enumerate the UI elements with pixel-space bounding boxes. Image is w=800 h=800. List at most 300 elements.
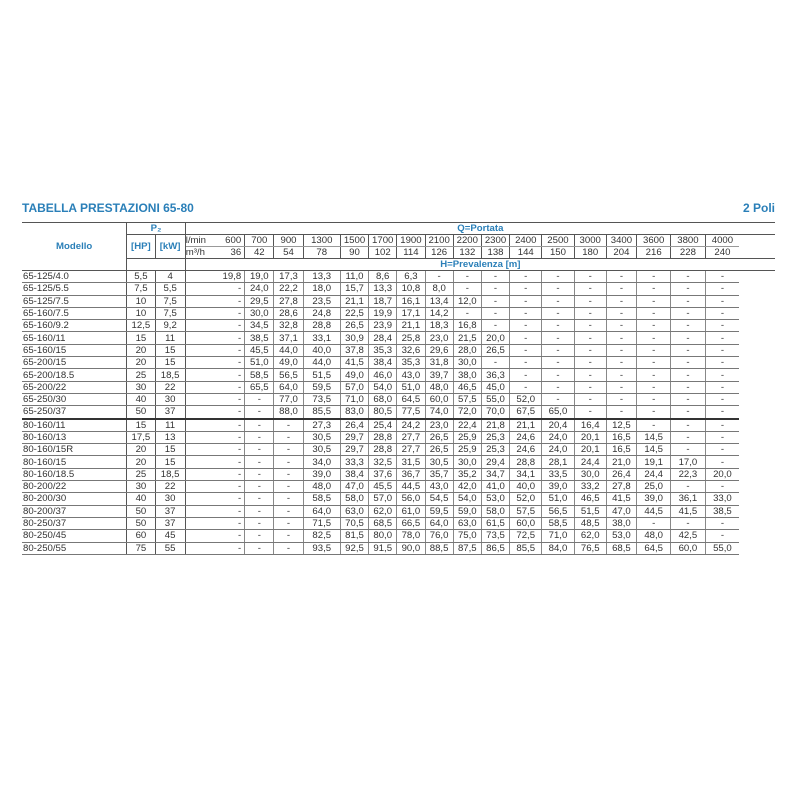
head-value-cell: - — [425, 271, 453, 283]
head-header: H=Prevalenza [m] — [185, 259, 775, 271]
head-value-cell: 39,7 — [425, 369, 453, 381]
head-value-cell: 43,0 — [397, 369, 425, 381]
hp-cell: 50 — [127, 406, 155, 419]
head-value-cell: 17,1 — [397, 307, 425, 319]
head-value-cell: - — [637, 517, 671, 529]
head-value-cell: 34,7 — [481, 468, 509, 480]
head-value-cell: 88,0 — [274, 406, 303, 419]
head-value-cell: - — [185, 456, 244, 468]
head-value-cell: 40,0 — [510, 481, 542, 493]
head-value-cell: - — [274, 431, 303, 443]
head-value-cell: - — [185, 444, 244, 456]
head-value-cell: 24,0 — [245, 283, 274, 295]
head-value-cell: - — [637, 307, 671, 319]
head-value-cell: - — [705, 381, 739, 393]
head-value-cell: 93,5 — [303, 542, 340, 554]
head-value-cell: 41,0 — [481, 481, 509, 493]
head-value-cell: - — [671, 393, 705, 405]
head-value-cell: 59,5 — [425, 505, 453, 517]
head-value-cell: 16,1 — [397, 295, 425, 307]
hp-cell: 20 — [127, 344, 155, 356]
table-row — [22, 271, 775, 283]
head-value-cell: 86,5 — [481, 542, 509, 554]
kw-cell: 55 — [155, 542, 185, 554]
head-value-cell: - — [705, 357, 739, 369]
hp-cell: 25 — [127, 369, 155, 381]
head-value-cell: 23,0 — [425, 419, 453, 432]
head-value-cell: 58,0 — [481, 505, 509, 517]
head-value-cell: 20,1 — [574, 431, 606, 443]
power-header: P₂ — [127, 223, 185, 235]
head-value-cell: - — [542, 344, 574, 356]
model-cell: 65-125/5.5 — [22, 283, 127, 295]
head-value-cell: - — [542, 381, 574, 393]
head-value-cell: 26,5 — [425, 431, 453, 443]
head-value-cell: - — [245, 481, 274, 493]
head-value-cell: 14,2 — [425, 307, 453, 319]
model-cell: 65-200/15 — [22, 357, 127, 369]
head-value-cell: 38,4 — [369, 357, 397, 369]
head-value-cell: - — [705, 456, 739, 468]
head-value-cell: - — [510, 357, 542, 369]
head-value-cell: 23,5 — [303, 295, 340, 307]
flow-m3h-cell: 126 — [425, 247, 453, 259]
hp-cell: 7,5 — [127, 283, 155, 295]
head-value-cell: 25,3 — [481, 444, 509, 456]
head-value-cell: 24,4 — [574, 456, 606, 468]
head-value-cell: - — [185, 505, 244, 517]
head-value-cell: 53,0 — [606, 530, 636, 542]
head-value-cell: 27,7 — [397, 431, 425, 443]
head-value-cell: - — [245, 431, 274, 443]
kw-cell: 18,5 — [155, 468, 185, 480]
head-value-cell: - — [606, 283, 636, 295]
head-value-cell: 87,5 — [453, 542, 481, 554]
head-value-cell: 58,5 — [245, 369, 274, 381]
power-spacer — [127, 259, 185, 271]
head-value-cell: - — [185, 332, 244, 344]
model-cell: 65-125/4.0 — [22, 271, 127, 283]
head-value-cell: - — [606, 381, 636, 393]
head-value-cell: - — [705, 332, 739, 344]
head-value-cell: - — [274, 468, 303, 480]
head-value-cell: 22,5 — [340, 307, 368, 319]
flow-lmin-cell: 700 — [245, 235, 274, 247]
head-value-cell: - — [671, 381, 705, 393]
head-value-cell: - — [185, 381, 244, 393]
head-value-cell: 16,8 — [453, 320, 481, 332]
head-value-cell: 18,0 — [303, 283, 340, 295]
head-value-cell: 58,5 — [303, 493, 340, 505]
head-value-cell: 14,5 — [637, 431, 671, 443]
head-value-cell: 30,5 — [425, 456, 453, 468]
head-value-cell: 18,3 — [425, 320, 453, 332]
head-value-cell: 64,0 — [274, 381, 303, 393]
head-value-cell: 18,7 — [369, 295, 397, 307]
model-cell: 65-200/18.5 — [22, 369, 127, 381]
head-value-cell: 82,5 — [303, 530, 340, 542]
head-value-cell: 66,5 — [397, 517, 425, 529]
head-value-cell: 77,5 — [397, 406, 425, 419]
head-value-cell: 44,5 — [397, 481, 425, 493]
model-header: Modello — [22, 223, 127, 271]
head-value-cell: - — [705, 517, 739, 529]
head-value-cell: 16,5 — [606, 444, 636, 456]
head-value-cell: 57,0 — [369, 493, 397, 505]
head-value-cell: 54,0 — [369, 381, 397, 393]
head-value-cell: - — [574, 283, 606, 295]
head-value-cell: 47,0 — [340, 481, 368, 493]
model-cell: 80-200/30 — [22, 493, 127, 505]
head-value-cell: - — [453, 271, 481, 283]
head-value-cell: 30,5 — [303, 431, 340, 443]
head-value-cell: 19,0 — [245, 271, 274, 283]
head-value-cell: 21,1 — [510, 419, 542, 432]
head-value-cell: 31,8 — [425, 357, 453, 369]
model-cell: 80-250/45 — [22, 530, 127, 542]
head-value-cell: 27,3 — [303, 419, 340, 432]
head-value-cell: 16,4 — [574, 419, 606, 432]
flow-lmin-cell: 1300 — [303, 235, 340, 247]
head-value-cell: - — [705, 271, 739, 283]
head-value-cell: - — [671, 419, 705, 432]
head-value-cell: 68,5 — [606, 542, 636, 554]
head-value-cell: - — [574, 307, 606, 319]
table-body — [22, 271, 775, 555]
head-value-cell: 23,0 — [425, 332, 453, 344]
head-value-cell: 73,5 — [303, 393, 340, 405]
head-value-cell: - — [705, 406, 739, 419]
flow-m3h-cell: 132 — [453, 247, 481, 259]
head-value-cell: 58,5 — [542, 517, 574, 529]
kw-cell: 15 — [155, 456, 185, 468]
table-row — [22, 481, 775, 493]
table-row — [22, 357, 775, 369]
head-value-cell: 37,1 — [274, 332, 303, 344]
head-value-cell: 84,0 — [542, 542, 574, 554]
head-value-cell: 63,0 — [340, 505, 368, 517]
head-value-cell: 39,0 — [542, 481, 574, 493]
kw-cell: 22 — [155, 381, 185, 393]
head-value-cell: 49,0 — [274, 357, 303, 369]
head-value-cell: - — [637, 357, 671, 369]
head-value-cell: 21,0 — [606, 456, 636, 468]
head-value-cell: 90,0 — [397, 542, 425, 554]
flow-m3h-cell: 150 — [542, 247, 574, 259]
page-title: TABELLA PRESTAZIONI 65-80 — [22, 201, 194, 215]
flow-m3h-cell: 216 — [637, 247, 671, 259]
head-value-cell: - — [274, 444, 303, 456]
head-value-cell: - — [481, 295, 509, 307]
table-row — [22, 419, 775, 432]
head-value-cell: - — [637, 320, 671, 332]
head-value-cell: 29,4 — [481, 456, 509, 468]
head-value-cell: 52,0 — [510, 393, 542, 405]
head-value-cell: 33,1 — [303, 332, 340, 344]
flow-m3h-cell: 204 — [606, 247, 636, 259]
head-value-cell: - — [637, 406, 671, 419]
head-value-cell: - — [185, 493, 244, 505]
kw-cell: 15 — [155, 344, 185, 356]
head-value-cell: 30,0 — [574, 468, 606, 480]
head-value-cell: 26,4 — [606, 468, 636, 480]
head-value-cell: - — [481, 307, 509, 319]
head-value-cell: - — [671, 307, 705, 319]
head-value-cell: 41,5 — [340, 357, 368, 369]
model-cell: 65-160/15 — [22, 344, 127, 356]
head-value-cell: - — [705, 431, 739, 443]
head-value-cell: 73,5 — [481, 530, 509, 542]
head-value-cell: - — [606, 393, 636, 405]
head-value-cell: 76,0 — [425, 530, 453, 542]
model-cell: 80-250/37 — [22, 517, 127, 529]
head-value-cell: 67,5 — [510, 406, 542, 419]
head-value-cell: - — [705, 295, 739, 307]
head-value-cell: 81,5 — [340, 530, 368, 542]
head-value-cell: 71,5 — [303, 517, 340, 529]
head-value-cell: 13,3 — [303, 271, 340, 283]
head-value-cell: 28,6 — [274, 307, 303, 319]
head-value-cell: 37,6 — [369, 468, 397, 480]
head-value-cell: - — [671, 357, 705, 369]
head-value-cell: - — [671, 517, 705, 529]
head-value-cell: 54,0 — [453, 493, 481, 505]
head-value-cell: 76,5 — [574, 542, 606, 554]
hp-cell: 15 — [127, 419, 155, 432]
head-value-cell: - — [510, 344, 542, 356]
flow-lmin-cell: 2100 — [425, 235, 453, 247]
head-value-cell: 43,0 — [425, 481, 453, 493]
table-row — [22, 393, 775, 405]
head-value-cell: 44,0 — [274, 344, 303, 356]
head-value-cell: 29,7 — [340, 444, 368, 456]
head-value-cell: - — [185, 468, 244, 480]
head-value-cell: 25,3 — [481, 431, 509, 443]
table-row — [22, 456, 775, 468]
head-value-cell: - — [705, 307, 739, 319]
head-value-cell: - — [705, 393, 739, 405]
head-value-cell: 28,8 — [369, 444, 397, 456]
head-value-cell: - — [542, 295, 574, 307]
head-value-cell: 31,5 — [397, 456, 425, 468]
head-value-cell: - — [185, 393, 244, 405]
head-value-cell: - — [574, 295, 606, 307]
head-value-cell: 24,6 — [510, 431, 542, 443]
head-value-cell: 45,5 — [245, 344, 274, 356]
head-value-cell: - — [606, 369, 636, 381]
head-value-cell: - — [274, 530, 303, 542]
head-value-cell: - — [574, 332, 606, 344]
head-value-cell: - — [510, 369, 542, 381]
head-value-cell: - — [574, 357, 606, 369]
hp-cell: 5,5 — [127, 271, 155, 283]
flow-lmin-cell: 1900 — [397, 235, 425, 247]
hp-cell: 10 — [127, 295, 155, 307]
head-value-cell: - — [671, 271, 705, 283]
head-value-cell: 12,0 — [453, 295, 481, 307]
head-value-cell: 53,0 — [481, 493, 509, 505]
head-value-cell: - — [245, 393, 274, 405]
kw-cell: 18,5 — [155, 369, 185, 381]
head-value-cell: 36,3 — [481, 369, 509, 381]
table-row — [22, 406, 775, 419]
head-value-cell: 22,2 — [274, 283, 303, 295]
head-value-cell: 14,5 — [637, 444, 671, 456]
head-value-cell: 48,0 — [303, 481, 340, 493]
head-value-cell: 19,8 — [185, 271, 244, 283]
head-value-cell: - — [510, 271, 542, 283]
table-row — [22, 295, 775, 307]
head-value-cell: 56,5 — [274, 369, 303, 381]
head-value-cell: 17,3 — [274, 271, 303, 283]
head-value-cell: 38,0 — [606, 517, 636, 529]
head-value-cell: 33,5 — [542, 468, 574, 480]
hp-cell: 60 — [127, 530, 155, 542]
head-value-cell: 65,0 — [542, 406, 574, 419]
head-value-cell: 56,5 — [542, 505, 574, 517]
head-value-cell: 12,5 — [606, 419, 636, 432]
flow-m3h-cell: 42 — [245, 247, 274, 259]
head-value-cell: 24,4 — [637, 468, 671, 480]
head-value-cell: - — [637, 393, 671, 405]
head-value-cell: - — [574, 369, 606, 381]
head-value-cell: - — [453, 307, 481, 319]
head-value-cell: 19,9 — [369, 307, 397, 319]
head-value-cell: - — [510, 283, 542, 295]
head-value-cell: 30,0 — [245, 307, 274, 319]
flow-lmin-cell: 3600 — [637, 235, 671, 247]
head-value-cell: 28,0 — [453, 344, 481, 356]
head-value-cell: - — [671, 444, 705, 456]
head-value-cell: - — [245, 493, 274, 505]
head-value-cell: 64,0 — [303, 505, 340, 517]
head-value-cell: - — [510, 332, 542, 344]
head-value-cell: 21,5 — [453, 332, 481, 344]
head-value-cell: - — [274, 505, 303, 517]
flow-lmin-cell: 900 — [274, 235, 303, 247]
head-value-cell: 38,0 — [453, 369, 481, 381]
head-value-cell: 57,5 — [510, 505, 542, 517]
head-value-cell: 85,5 — [510, 542, 542, 554]
head-value-cell: - — [637, 271, 671, 283]
head-value-cell: - — [606, 271, 636, 283]
table-row — [22, 493, 775, 505]
model-cell: 80-160/13 — [22, 431, 127, 443]
head-value-cell: - — [542, 283, 574, 295]
head-value-cell: - — [637, 295, 671, 307]
hp-cell: 30 — [127, 481, 155, 493]
table-row — [22, 530, 775, 542]
kw-cell: 4 — [155, 271, 185, 283]
head-value-cell: 28,8 — [303, 320, 340, 332]
head-value-cell: 33,3 — [340, 456, 368, 468]
kw-cell: 37 — [155, 505, 185, 517]
table-row — [22, 344, 775, 356]
head-value-cell: - — [705, 444, 739, 456]
head-value-cell: 55,0 — [481, 393, 509, 405]
head-value-cell: 51,5 — [303, 369, 340, 381]
head-value-cell: 51,5 — [574, 505, 606, 517]
head-value-cell: 20,0 — [481, 332, 509, 344]
head-value-cell: - — [574, 381, 606, 393]
head-value-cell: 34,0 — [303, 456, 340, 468]
head-value-cell: - — [453, 283, 481, 295]
head-value-cell: 46,0 — [369, 369, 397, 381]
flow-lmin-cell: 2500 — [542, 235, 574, 247]
head-value-cell: 26,5 — [340, 320, 368, 332]
head-value-cell: - — [606, 332, 636, 344]
model-cell: 65-125/7.5 — [22, 295, 127, 307]
head-value-cell: - — [185, 419, 244, 432]
performance-table — [22, 222, 775, 555]
table-row — [22, 369, 775, 381]
kw-cell: 22 — [155, 481, 185, 493]
head-value-cell: 78,0 — [397, 530, 425, 542]
head-value-cell: 35,3 — [397, 357, 425, 369]
kw-cell: 9,2 — [155, 320, 185, 332]
head-value-cell: - — [245, 456, 274, 468]
model-cell: 65-160/7.5 — [22, 307, 127, 319]
head-value-cell: - — [481, 283, 509, 295]
head-value-cell: 47,0 — [606, 505, 636, 517]
flow-lmin-cell: 3000 — [574, 235, 606, 247]
head-value-cell: 13,4 — [425, 295, 453, 307]
kw-cell: 37 — [155, 406, 185, 419]
flow-m3h-cell: 54 — [274, 247, 303, 259]
head-value-cell: 6,3 — [397, 271, 425, 283]
kw-header: [kW] — [155, 235, 185, 259]
flow-lmin-cell: 2400 — [510, 235, 542, 247]
head-value-cell: - — [637, 283, 671, 295]
kw-cell: 15 — [155, 444, 185, 456]
head-value-cell: 11,0 — [340, 271, 368, 283]
head-value-cell: 41,5 — [606, 493, 636, 505]
head-value-cell: 71,0 — [542, 530, 574, 542]
head-value-cell: 20,1 — [574, 444, 606, 456]
head-value-cell: 39,0 — [637, 493, 671, 505]
table-header-bar — [22, 201, 775, 219]
head-value-cell: - — [481, 271, 509, 283]
head-value-cell: 44,5 — [637, 505, 671, 517]
head-value-cell: - — [671, 332, 705, 344]
head-value-cell: - — [705, 419, 739, 432]
head-value-cell: 25,4 — [369, 419, 397, 432]
head-value-cell: 24,8 — [303, 307, 340, 319]
head-value-cell: - — [245, 542, 274, 554]
head-value-cell: - — [637, 381, 671, 393]
head-value-cell: - — [185, 542, 244, 554]
head-value-cell: - — [245, 468, 274, 480]
table-row — [22, 468, 775, 480]
head-value-cell: - — [274, 542, 303, 554]
head-value-cell: - — [705, 283, 739, 295]
head-value-cell: - — [185, 295, 244, 307]
head-value-cell: 37,8 — [340, 344, 368, 356]
head-value-cell: 77,0 — [274, 393, 303, 405]
head-value-cell: 35,2 — [453, 468, 481, 480]
head-value-cell: - — [510, 307, 542, 319]
head-value-cell: 29,5 — [245, 295, 274, 307]
table-row — [22, 542, 775, 554]
head-value-cell: - — [606, 357, 636, 369]
head-value-cell: 21,1 — [340, 295, 368, 307]
model-cell: 80-160/15 — [22, 456, 127, 468]
head-value-cell: - — [274, 419, 303, 432]
head-value-cell: - — [542, 332, 574, 344]
head-value-cell: - — [637, 369, 671, 381]
flow-lmin-cell: 2300 — [481, 235, 509, 247]
head-value-cell: 80,0 — [369, 530, 397, 542]
